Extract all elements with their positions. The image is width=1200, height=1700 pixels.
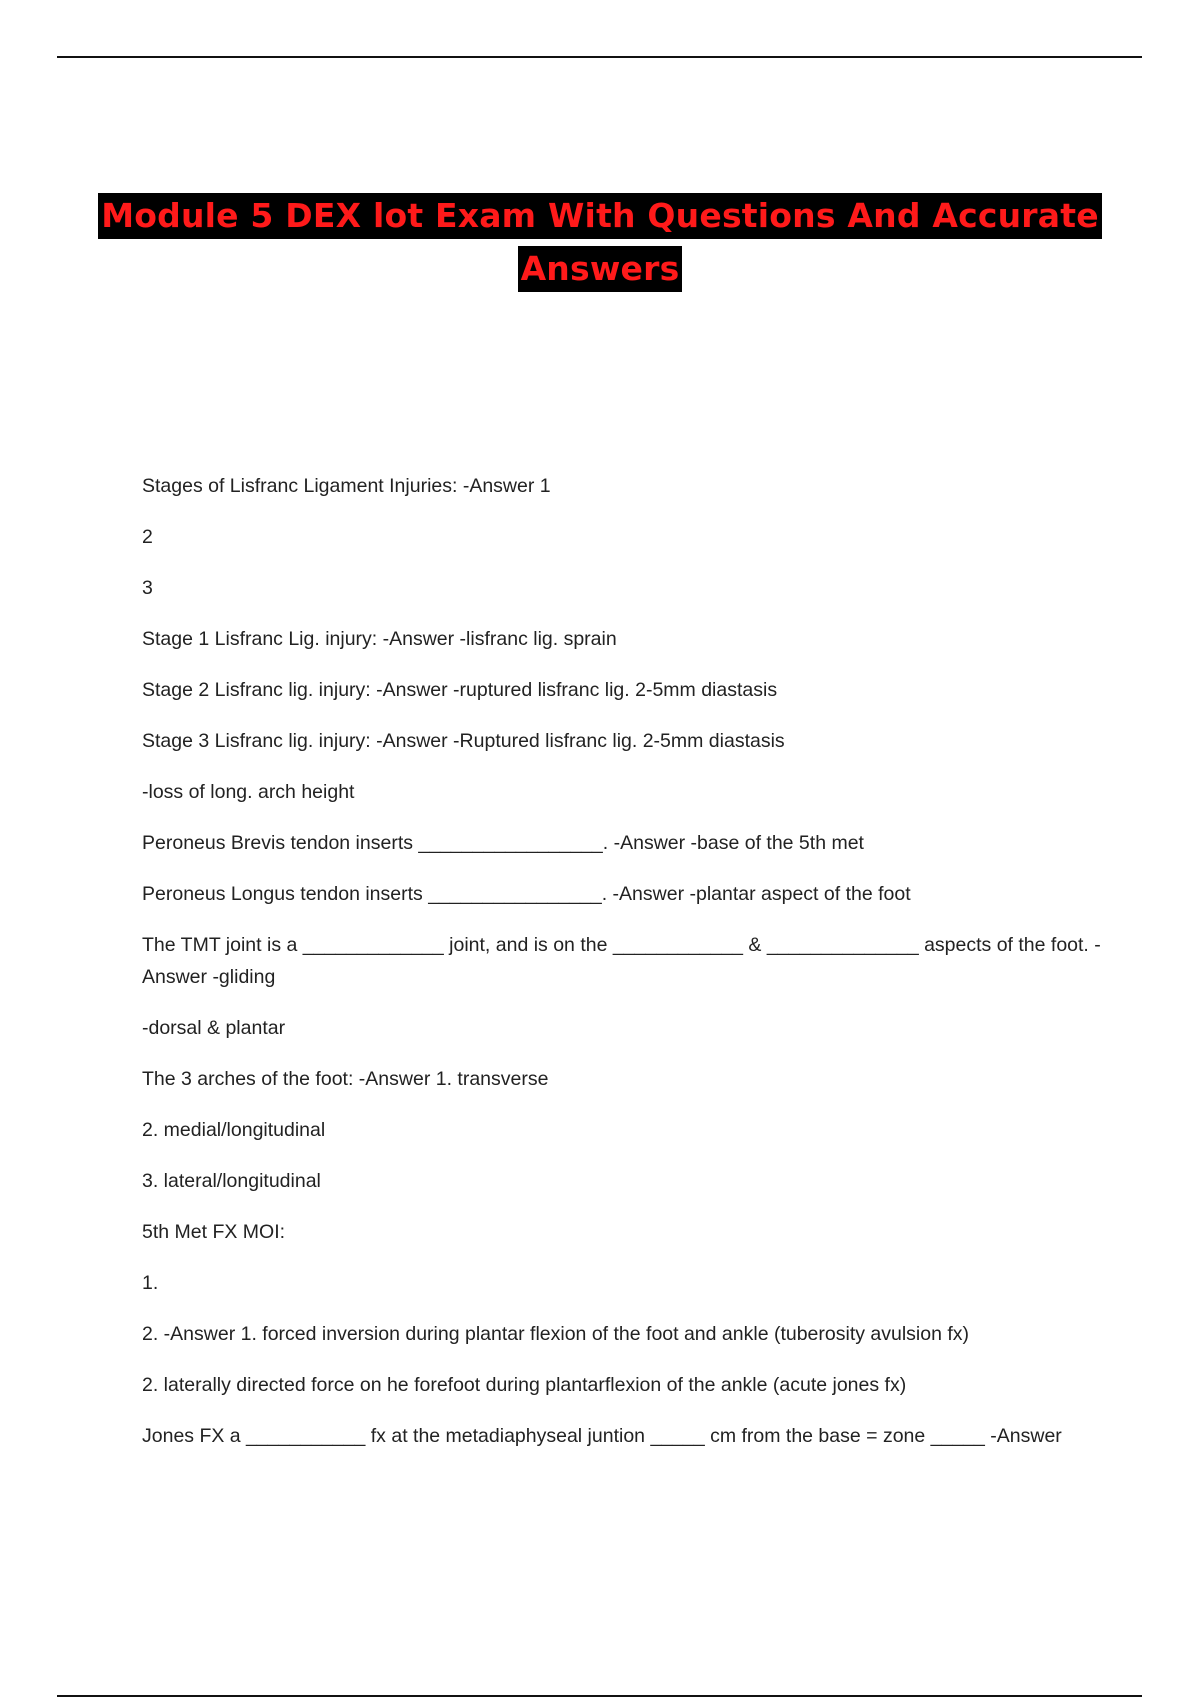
- paragraph: Stage 1 Lisfranc Lig. injury: -Answer -lisfranc lig. sprain: [142, 628, 617, 650]
- paragraph: 3: [142, 577, 153, 599]
- paragraph: The 3 arches of the foot: -Answer 1. transverse: [142, 1068, 549, 1090]
- paragraph: The TMT joint is a _____________ joint, and is on the ____________ & ______________ aspects of the foot. -Answer -gliding: [142, 934, 1101, 988]
- paragraph: Peroneus Longus tendon inserts ________________. -Answer -plantar aspect of the foot: [142, 883, 911, 905]
- document-title: [0, 193, 1200, 292]
- paragraph: -loss of long. arch height: [142, 781, 355, 803]
- paragraph: 3. lateral/longitudinal: [142, 1170, 321, 1192]
- paragraph: 2. laterally directed force on he forefoot during plantarflexion of the ankle (acute jones fx): [142, 1374, 907, 1396]
- footer-rule: [57, 1695, 1142, 1697]
- header-rule: [57, 56, 1142, 58]
- paragraph: Jones FX a ___________ fx at the metadiaphyseal juntion _____ cm from the base = zone _____ -Answer: [142, 1425, 1062, 1447]
- paragraph: 2. medial/longitudinal: [142, 1119, 326, 1141]
- paragraph: -dorsal & plantar: [142, 1017, 286, 1039]
- paragraph: Peroneus Brevis tendon inserts _________________. -Answer -base of the 5th met: [142, 832, 864, 854]
- document-body: [142, 470, 1102, 1471]
- paragraph: Stages of Lisfranc Ligament Injuries: -Answer 1: [142, 475, 551, 497]
- paragraph: Stage 3 Lisfranc lig. injury: -Answer -Ruptured lisfranc lig. 2-5mm diastasis: [142, 730, 785, 752]
- title-line-1: Module 5 DEX lot Exam With Questions And Accurate: [98, 193, 1102, 239]
- title-line-2: Answers: [518, 246, 683, 292]
- paragraph: 5th Met FX MOI:: [142, 1221, 286, 1243]
- paragraph: 2: [142, 526, 153, 548]
- paragraph: Stage 2 Lisfranc lig. injury: -Answer -ruptured lisfranc lig. 2-5mm diastasis: [142, 679, 778, 701]
- paragraph: 1.: [142, 1272, 159, 1294]
- paragraph: 2. -Answer 1. forced inversion during plantar flexion of the foot and ankle (tuberosity avulsion fx): [142, 1323, 970, 1345]
